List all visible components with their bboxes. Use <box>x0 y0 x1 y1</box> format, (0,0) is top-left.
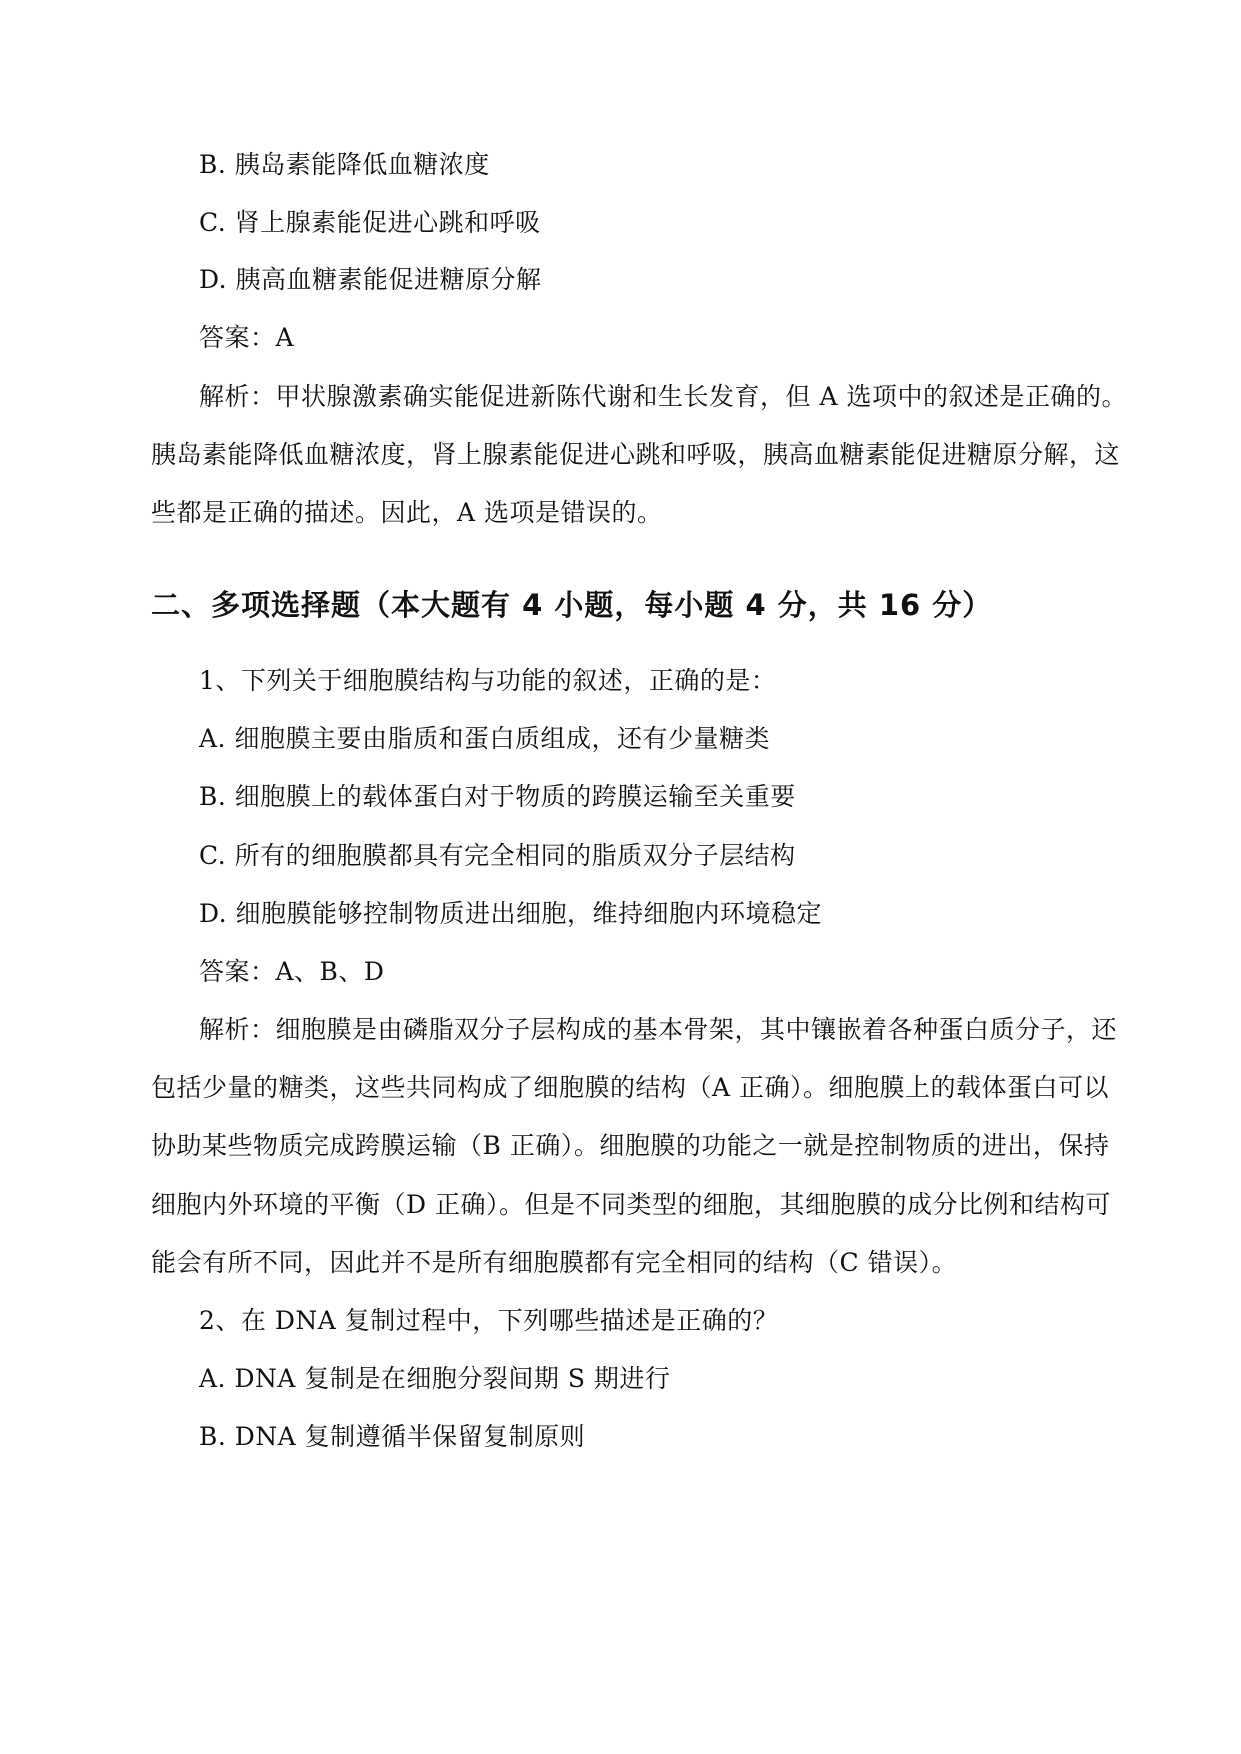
section-heading: 二、多项选择题（本大题有 4 小题，每小题 4 分，共 16 分） <box>151 588 993 622</box>
prev-answer: 答案：A <box>199 323 295 352</box>
q1-analysis-line-5: 能会有所不同，因此并不是所有细胞膜都有完全相同的结构（C 错误）。 <box>151 1248 958 1277</box>
q1-analysis-line-4: 细胞内外环境的平衡（D 正确）。但是不同类型的细胞，其细胞膜的成分比例和结构可 <box>151 1190 1111 1219</box>
prev-analysis-line-3: 些都是正确的描述。因此，A 选项是错误的。 <box>151 498 663 527</box>
prev-option-c: C. 肾上腺素能促进心跳和呼吸 <box>199 208 541 237</box>
q1-analysis-line-3: 协助某些物质完成跨膜运输（B 正确）。细胞膜的功能之一就是控制物质的进出，保持 <box>151 1131 1110 1160</box>
q2-option-b: B. DNA 复制遵循半保留复制原则 <box>199 1422 586 1451</box>
q1-analysis-line-2: 包括少量的糖类，这些共同构成了细胞膜的结构（A 正确）。细胞膜上的载体蛋白可以 <box>151 1073 1110 1102</box>
q2-option-a: A. DNA 复制是在细胞分裂间期 S 期进行 <box>199 1364 671 1393</box>
q2-stem: 2、在 DNA 复制过程中，下列哪些描述是正确的？ <box>199 1306 779 1335</box>
prev-analysis-line-1: 解析：甲状腺激素确实能促进新陈代谢和生长发育，但 A 选项中的叙述是正确的。 <box>199 382 1127 411</box>
q1-analysis-line-1: 解析：细胞膜是由磷脂双分子层构成的基本骨架，其中镶嵌着各种蛋白质分子，还 <box>199 1015 1118 1044</box>
q1-option-c: C. 所有的细胞膜都具有完全相同的脂质双分子层结构 <box>199 841 796 870</box>
q1-answer: 答案：A、B、D <box>199 957 385 986</box>
prev-option-b: B. 胰岛素能降低血糖浓度 <box>199 150 490 179</box>
q1-stem: 1、下列关于细胞膜结构与功能的叙述，正确的是： <box>199 666 777 695</box>
q1-option-d: D. 细胞膜能够控制物质进出细胞，维持细胞内环境稳定 <box>199 899 823 928</box>
q1-option-a: A. 细胞膜主要由脂质和蛋白质组成，还有少量糖类 <box>199 724 770 753</box>
prev-analysis-line-2: 胰岛素能降低血糖浓度，肾上腺素能促进心跳和呼吸，胰高血糖素能促进糖原分解，这 <box>151 440 1121 469</box>
q1-option-b: B. 细胞膜上的载体蛋白对于物质的跨膜运输至关重要 <box>199 782 796 811</box>
prev-option-d: D. 胰高血糖素能促进糖原分解 <box>199 265 542 294</box>
